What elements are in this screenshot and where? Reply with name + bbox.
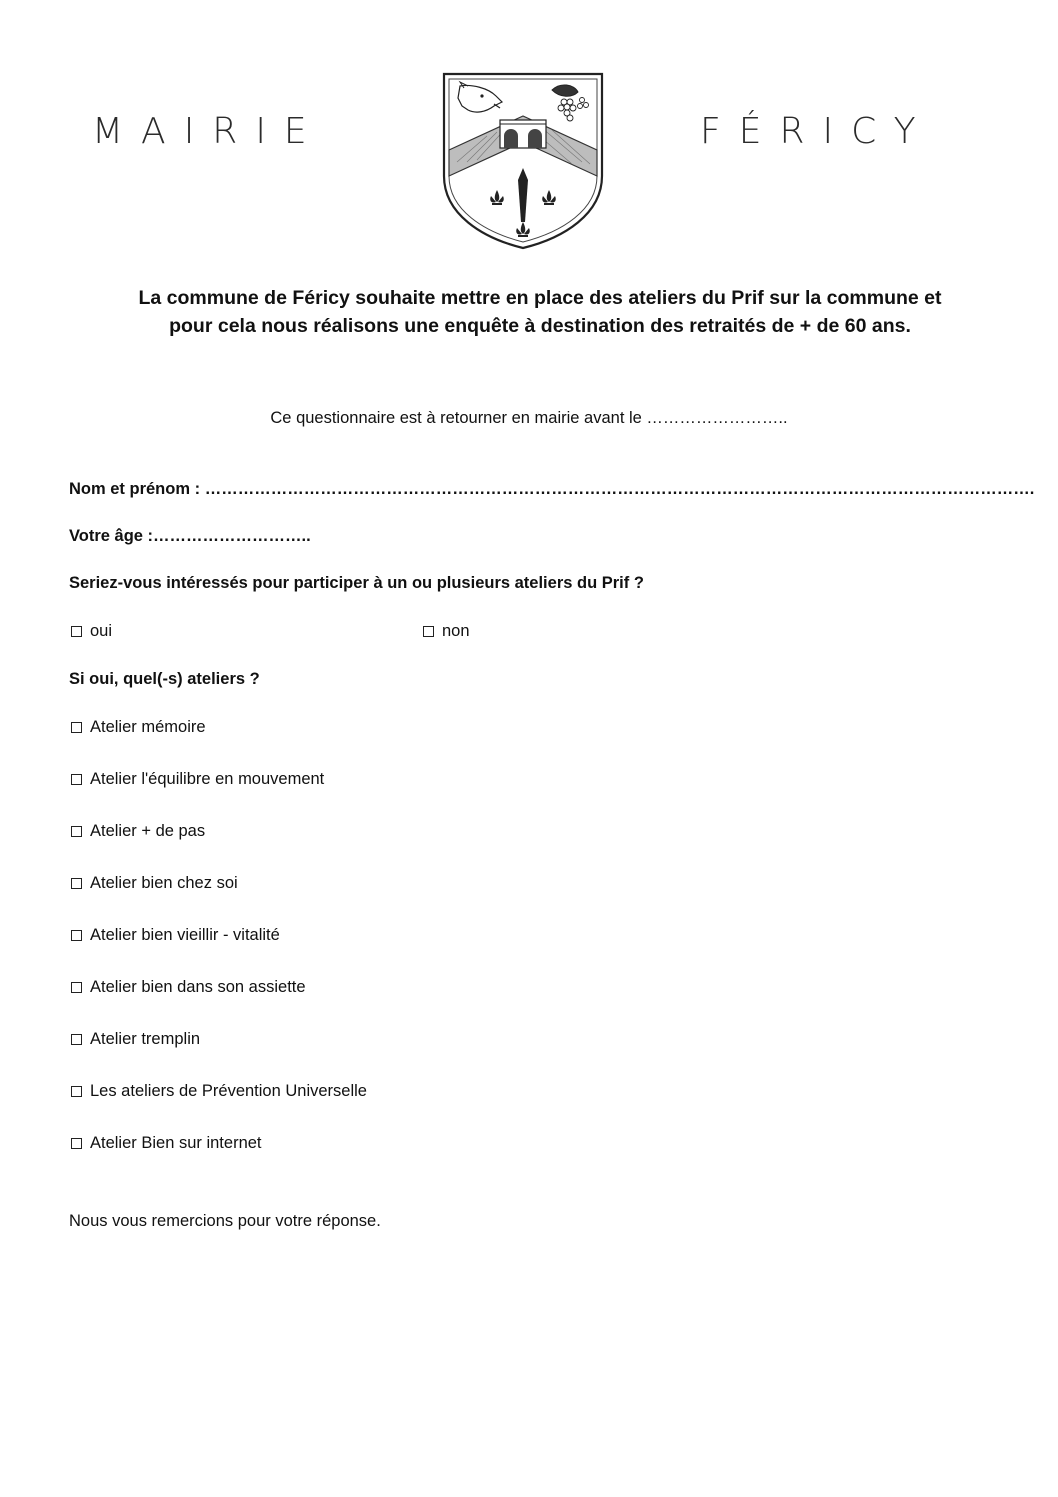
atelier-label: Atelier bien vieillir - vitalité xyxy=(90,926,280,944)
atelier-label: Atelier mémoire xyxy=(90,718,206,736)
return-deadline: Ce questionnaire est à retourner en mairie avant le …………………….. xyxy=(270,409,788,427)
atelier-checkbox[interactable] xyxy=(71,774,82,785)
atelier-option[interactable] xyxy=(71,976,306,998)
atelier-option[interactable] xyxy=(71,1080,367,1102)
checkbox-no[interactable] xyxy=(423,626,434,637)
atelier-checkbox[interactable] xyxy=(71,1034,82,1045)
atelier-label: Atelier Bien sur internet xyxy=(90,1134,262,1152)
atelier-label: Les ateliers de Prévention Universelle xyxy=(90,1082,367,1100)
atelier-label: Atelier + de pas xyxy=(90,822,206,840)
name-dots[interactable]: ……………………………………………………………………………………………………………………………………. xyxy=(204,480,1035,498)
atelier-option[interactable] xyxy=(71,924,280,946)
thanks-text: Nous vous remercions pour votre réponse. xyxy=(69,1212,381,1230)
atelier-checkbox[interactable] xyxy=(71,1086,82,1097)
atelier-checkbox[interactable] xyxy=(71,722,82,733)
atelier-option[interactable] xyxy=(71,1132,262,1154)
atelier-option[interactable] xyxy=(71,768,324,790)
atelier-checkbox[interactable] xyxy=(71,930,82,941)
age-dots[interactable]: ……………………….. xyxy=(153,527,311,545)
intro-line-2: pour cela nous réalisons une enquête à destination des retraités de + de 60 ans. xyxy=(169,315,911,337)
header-mairie: MAIRIE xyxy=(92,111,325,152)
checkbox-yes[interactable] xyxy=(71,626,82,637)
atelier-label: Atelier tremplin xyxy=(90,1030,201,1048)
name-label: Nom et prénom : xyxy=(69,480,205,498)
interest-question: Seriez-vous intéressés pour participer à un ou plusieurs ateliers du Prif ? xyxy=(69,574,644,592)
age-field[interactable] xyxy=(69,525,311,547)
atelier-checkbox[interactable] xyxy=(71,982,82,993)
atelier-label: Atelier bien dans son assiette xyxy=(90,978,306,996)
age-label: Votre âge : xyxy=(69,527,154,545)
atelier-option[interactable] xyxy=(71,716,206,738)
answer-yes-option[interactable] xyxy=(71,620,112,642)
atelier-label: Atelier bien chez soi xyxy=(90,874,238,892)
atelier-label: Atelier l'équilibre en mouvement xyxy=(90,770,325,788)
intro-text xyxy=(40,284,1040,340)
answer-no-option[interactable] xyxy=(423,620,470,642)
atelier-option[interactable] xyxy=(71,872,238,894)
atelier-option[interactable] xyxy=(71,1028,200,1050)
intro-line-1: La commune de Féricy souhaite mettre en place des ateliers du Prif sur la commune et xyxy=(138,287,942,309)
atelier-checkbox[interactable] xyxy=(71,826,82,837)
answer-no-label: non xyxy=(442,622,470,640)
atelier-checkbox[interactable] xyxy=(71,1138,82,1149)
which-ateliers-question: Si oui, quel(-s) ateliers ? xyxy=(69,670,260,688)
atelier-checkbox[interactable] xyxy=(71,878,82,889)
atelier-option[interactable] xyxy=(71,820,205,842)
name-field[interactable] xyxy=(69,478,1034,500)
header-fericy: FÉRICY xyxy=(700,111,934,152)
coat-of-arms-logo xyxy=(442,72,604,250)
answer-yes-label: oui xyxy=(90,622,113,640)
